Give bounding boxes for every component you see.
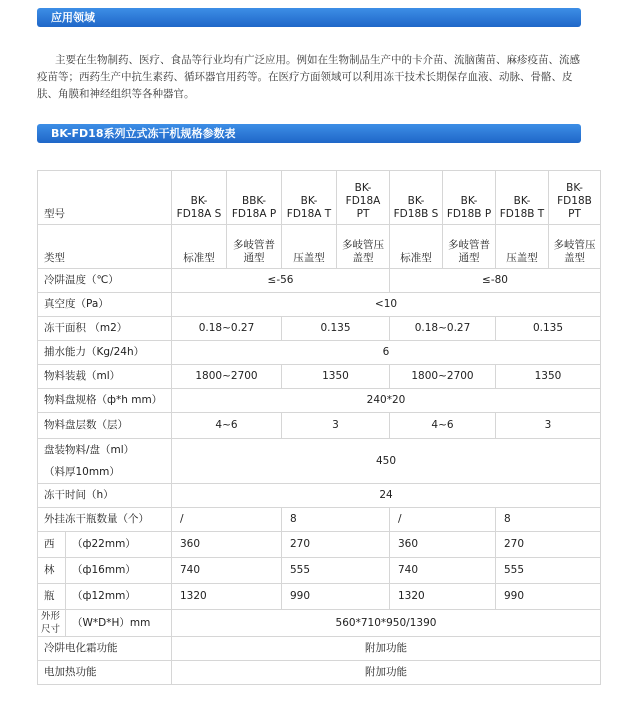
value-cell: 1320 bbox=[390, 584, 496, 610]
application-section-header: 应用领域 bbox=[37, 8, 581, 27]
dimensions-row bbox=[38, 610, 601, 637]
type-cell: 压盖型 bbox=[496, 225, 549, 269]
row-label: 冷阱温度（℃） bbox=[38, 269, 172, 293]
vial-group-char: 瓶 bbox=[38, 584, 66, 610]
value-cell: 3 bbox=[282, 413, 390, 439]
model-cell: BBK-FD18A P bbox=[227, 171, 282, 225]
vial-row bbox=[38, 532, 601, 558]
value-cell: 360 bbox=[390, 532, 496, 558]
type-cell: 标准型 bbox=[390, 225, 443, 269]
tray-spec-row bbox=[38, 389, 601, 413]
value-cell: 1320 bbox=[172, 584, 282, 610]
model-cell: BK-FD18B S bbox=[390, 171, 443, 225]
value-cell: 0.135 bbox=[496, 317, 601, 341]
value-cell: 270 bbox=[282, 532, 390, 558]
model-cell: BK-FD18A PT bbox=[337, 171, 390, 225]
value-cell: 560*710*950/1390 bbox=[172, 610, 601, 637]
vial-size-label: （ф16mm） bbox=[66, 558, 172, 584]
value-cell: 0.18~0.27 bbox=[172, 317, 282, 341]
row-label: 冷阱电化霜功能 bbox=[38, 637, 172, 661]
row-label: 外挂冻干瓶数量（个） bbox=[38, 508, 172, 532]
row-label: 物料装载（ml） bbox=[38, 365, 172, 389]
flasks-row bbox=[38, 508, 601, 532]
vacuum-row bbox=[38, 293, 601, 317]
value-cell: 740 bbox=[172, 558, 282, 584]
vial-size-label: （ф12mm） bbox=[66, 584, 172, 610]
model-row bbox=[38, 171, 601, 225]
vial-group-char: 西 bbox=[38, 532, 66, 558]
value-cell: 24 bbox=[172, 484, 601, 508]
application-description: 主要在生物制药、医疗、食品等行业均有广泛应用。例如在生物制品生产中的卡介苗、流脑菌苗、麻疹疫苗、流感疫苗等；西药生产中抗生素药、循环器官用药等。在医疗方面领域可以利用冻干技术长期保存血液、动脉、骨骼、皮肤、角膜和神经组织等各种器官。 bbox=[37, 54, 580, 100]
model-label: 型号 bbox=[38, 171, 172, 225]
value-cell: 555 bbox=[496, 558, 601, 584]
model-cell: BK-FD18B PT bbox=[549, 171, 601, 225]
value-cell: 4~6 bbox=[390, 413, 496, 439]
value-cell: / bbox=[172, 508, 282, 532]
vial-group-char: 林 bbox=[38, 558, 66, 584]
model-cell: BK-FD18B P bbox=[443, 171, 496, 225]
load-row bbox=[38, 365, 601, 389]
dimensions-label: 外形尺寸 bbox=[38, 610, 66, 637]
value-cell: 4~6 bbox=[172, 413, 282, 439]
value-cell: 0.135 bbox=[282, 317, 390, 341]
type-cell: 多岐管压盖型 bbox=[337, 225, 390, 269]
row-label: 电加热功能 bbox=[38, 661, 172, 685]
capacity-row bbox=[38, 341, 601, 365]
per-tray-note: （料厚10mm） bbox=[44, 466, 120, 478]
type-cell: 多岐管普通型 bbox=[227, 225, 282, 269]
value-cell: ≤-56 bbox=[172, 269, 390, 293]
defrost-row bbox=[38, 637, 601, 661]
dimensions-unit: （W*D*H）mm bbox=[66, 610, 172, 637]
dry-time-row bbox=[38, 484, 601, 508]
row-label: 物料盘层数（层） bbox=[38, 413, 172, 439]
value-cell: / bbox=[390, 508, 496, 532]
value-cell: 240*20 bbox=[172, 389, 601, 413]
value-cell: 360 bbox=[172, 532, 282, 558]
type-cell: 标准型 bbox=[172, 225, 227, 269]
value-cell: 1800~2700 bbox=[172, 365, 282, 389]
row-label: 真空度（Pa） bbox=[38, 293, 172, 317]
value-cell: 450 bbox=[172, 439, 601, 484]
value-cell: 990 bbox=[496, 584, 601, 610]
value-cell: 1350 bbox=[282, 365, 390, 389]
row-label: 冻干面积 （m2） bbox=[38, 317, 172, 341]
type-label: 类型 bbox=[38, 225, 172, 269]
value-cell: 555 bbox=[282, 558, 390, 584]
model-cell: BK-FD18A S bbox=[172, 171, 227, 225]
type-cell: 多岐管普通型 bbox=[443, 225, 496, 269]
spec-table bbox=[37, 170, 601, 685]
spec-table-header: BK-FD18系列立式冻干机规格参数表 bbox=[37, 124, 581, 143]
value-cell: 990 bbox=[282, 584, 390, 610]
per-tray-row bbox=[38, 439, 601, 484]
value-cell: 8 bbox=[282, 508, 390, 532]
vial-row bbox=[38, 558, 601, 584]
per-tray-label: 盘装物料/盘（ml） bbox=[44, 444, 135, 456]
value-cell: 6 bbox=[172, 341, 601, 365]
row-label: 冻干时间（h） bbox=[38, 484, 172, 508]
vial-row bbox=[38, 584, 601, 610]
row-label: 物料盘规格（ф*h mm） bbox=[38, 389, 172, 413]
value-cell: 8 bbox=[496, 508, 601, 532]
heating-row bbox=[38, 661, 601, 685]
value-cell: 3 bbox=[496, 413, 601, 439]
value-cell: 附加功能 bbox=[172, 637, 601, 661]
value-cell: ≤-80 bbox=[390, 269, 601, 293]
model-cell: BK-FD18A T bbox=[282, 171, 337, 225]
row-label bbox=[38, 439, 172, 484]
value-cell: 740 bbox=[390, 558, 496, 584]
type-row bbox=[38, 225, 601, 269]
value-cell: 1800~2700 bbox=[390, 365, 496, 389]
type-cell: 压盖型 bbox=[282, 225, 337, 269]
value-cell: 1350 bbox=[496, 365, 601, 389]
area-row bbox=[38, 317, 601, 341]
value-cell: 附加功能 bbox=[172, 661, 601, 685]
vial-size-label: （ф22mm） bbox=[66, 532, 172, 558]
type-cell: 多岐管压盖型 bbox=[549, 225, 601, 269]
value-cell: <10 bbox=[172, 293, 601, 317]
model-cell: BK-FD18B T bbox=[496, 171, 549, 225]
cold-trap-temp-row bbox=[38, 269, 601, 293]
value-cell: 270 bbox=[496, 532, 601, 558]
value-cell: 0.18~0.27 bbox=[390, 317, 496, 341]
row-label: 捕水能力（Kg/24h） bbox=[38, 341, 172, 365]
layers-row bbox=[38, 413, 601, 439]
